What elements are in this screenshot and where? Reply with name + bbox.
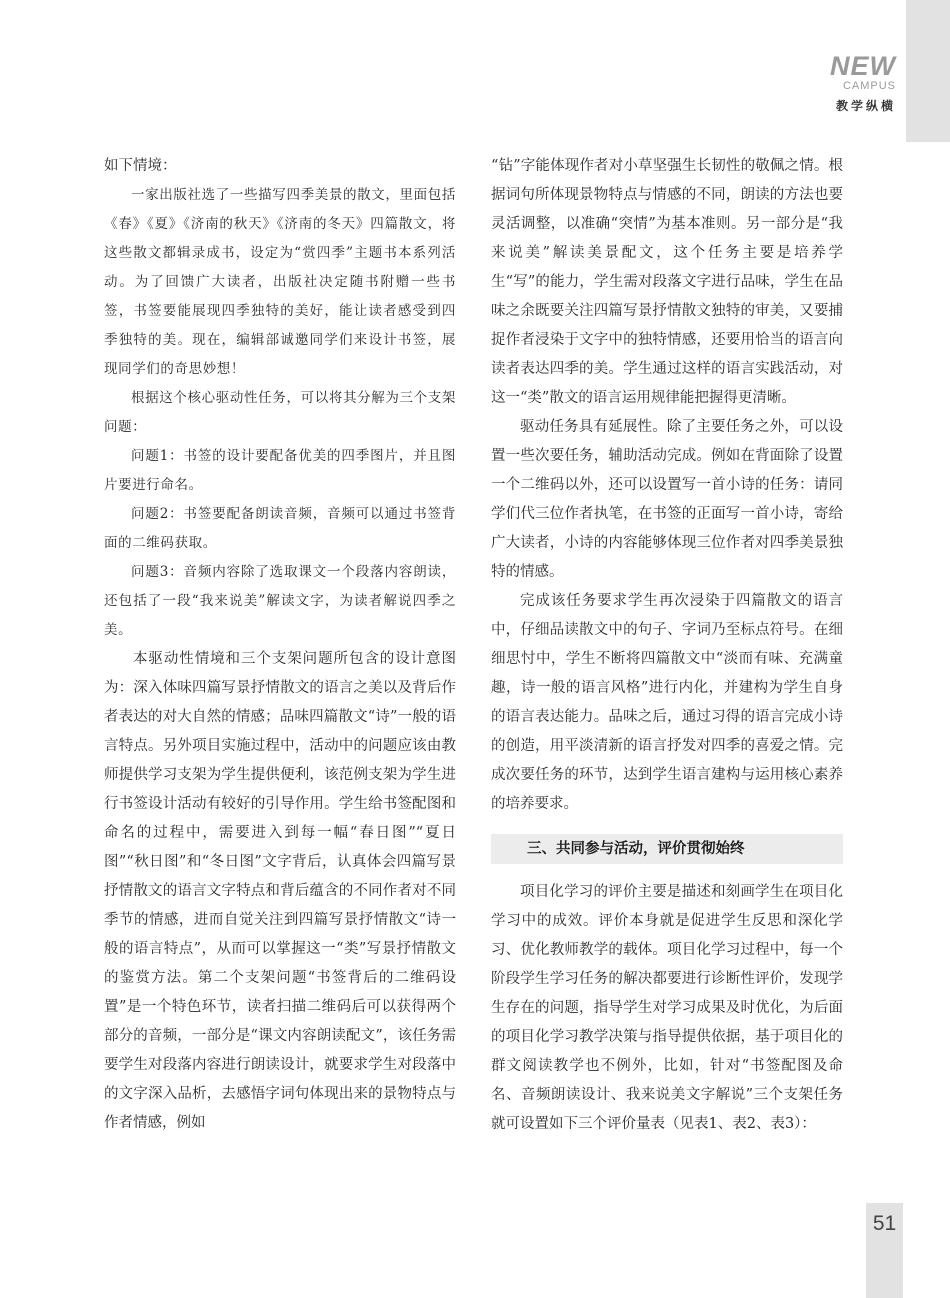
right-column	[491, 152, 843, 1139]
header-gray-tab	[906, 0, 950, 142]
paragraph: “钻”字能体现作者对小草坚强生长韧性的敬佩之情。根据词句所体现景物特点与情感的不同，朗读的方法也要灵活调整，以准确“突情”为基本准则。另一部分是“我来说美”解读美景配文，这个任务主要是培养学生“写”的能力，学生需对段落文字进行品味，学生在品味之余既要关注四篇写景抒情散文独特的审美，又要捕捉作者浸染于文字中的独特情感，还要用恰当的语言向读者表达四季的美。学生通过这样的语言实践活动，对这一“类”散文的语言运用规律能把握得更清晰。	[491, 158, 843, 406]
paragraph: 项目化学习的评价主要是描述和刻画学生在项目化学习中的成效。评价本身就是促进学生反思和深化学习、优化教师教学的载体。项目化学习过程中，每一个阶段学生学习任务的解决都要进行诊断性评价，发现学生存在的问题，指导学生对学习成果及时优化，为后面的项目化学习教学决策与指导提供依据，基于项目化的群文阅读教学也不例外，比如，针对“书签配图及命名、音频朗读设计、我来说美文字解说”三个支架任务就可设置如下三个评价量表（见表1、表2、表3）：	[491, 884, 843, 1132]
section-category: 教学纵横	[835, 99, 896, 113]
question-1: 问题1：书签的设计要配备优美的四季图片，并且图片要进行命名。	[104, 448, 456, 493]
question-2: 问题2：书签要配备朗读音频，音频可以通过书签背面的二维码获取。	[104, 506, 456, 551]
paragraph: 驱动任务具有延展性。除了主要任务之外，可以设置一些次要任务，辅助活动完成。例如在背面除了设置一个二维码以外，还可以设置写一首小诗的任务：请同学们代三位作者执笔，在书签的正面写一首小诗，寄给广大读者，小诗的内容能够体现三位作者对四季美景独特的情感。	[491, 419, 843, 580]
paragraph: 根据这个核心驱动性任务，可以将其分解为三个支架问题：	[104, 390, 456, 435]
magazine-logo-new: NEW	[830, 51, 896, 81]
left-column	[104, 152, 456, 1138]
paragraph: 如下情境：	[104, 158, 177, 174]
scenario-paragraph: 一家出版社选了一些描写四季美景的散文，里面包括《春》《夏》《济南的秋天》《济南的冬天》四篇散文，将这些散文都辑录成书，设定为“赏四季”主题书本系列活动。为了回馈广大读者，出版社决定随书附赠一些书签，书签要能展现四季独特的美好，能让读者感受到四季独特的美。现在，编辑部诚邀同学们来设计书签，展现同学们的奇思妙想！	[104, 187, 456, 377]
section-heading: 三、共同参与活动，评价贯彻始终	[491, 834, 843, 864]
page-number: 51	[872, 1212, 897, 1235]
question-3: 问题3：音频内容除了选取课文一个段落内容朗读，还包括了一段“我来说美”解读文字，为读者解说四季之美。	[104, 564, 456, 638]
magazine-logo-campus: CAMPUS	[842, 80, 896, 92]
masthead	[830, 52, 896, 117]
paragraph: 完成该任务要求学生再次浸染于四篇散文的语言中，仔细品读散文中的句子、字词乃至标点符号。在细细思忖中，学生不断将四篇散文中“淡而有味、充满童趣，诗一般的语言风格”进行内化，并建构为学生自身的语言表达能力。品味之后，通过习得的语言完成小诗的创造，用平淡清新的语言抒发对四季的喜爱之情。完成次要任务的环节，达到学生语言建构与运用核心素养的培养要求。	[491, 593, 843, 812]
paragraph: 本驱动性情境和三个支架问题所包含的设计意图为：深入体味四篇写景抒情散文的语言之美以及背后作者表达的对大自然的情感；品味四篇散文“诗”一般的语言特点。另外项目实施过程中，活动中的问题应该由教师提供学习支架为学生提供便利，该范例支架为学生进行书签设计活动有较好的引导作用。学生给书签配图和命名的过程中，需要进入到每一幅“春日图”“夏日图”“秋日图”和“冬日图”文字背后，认真体会四篇写景抒情散文的语言文字特点和背后蕴含的不同作者对不同季节的情感，进而自觉关注到四篇写景抒情散文“诗一般的语言特点”，从而可以掌握这一“类”写景抒情散文的鉴赏方法。第二个支架问题“书签背后的二维码设置”是一个特色环节，读者扫描二维码后可以获得两个部分的音频，一部分是“课文内容朗读配文”，该任务需要学生对段落内容进行朗读设计，就要求学生对段落中的文字深入品析，去感悟字词句体现出来的景物特点与作者情感，例如	[104, 651, 456, 1131]
